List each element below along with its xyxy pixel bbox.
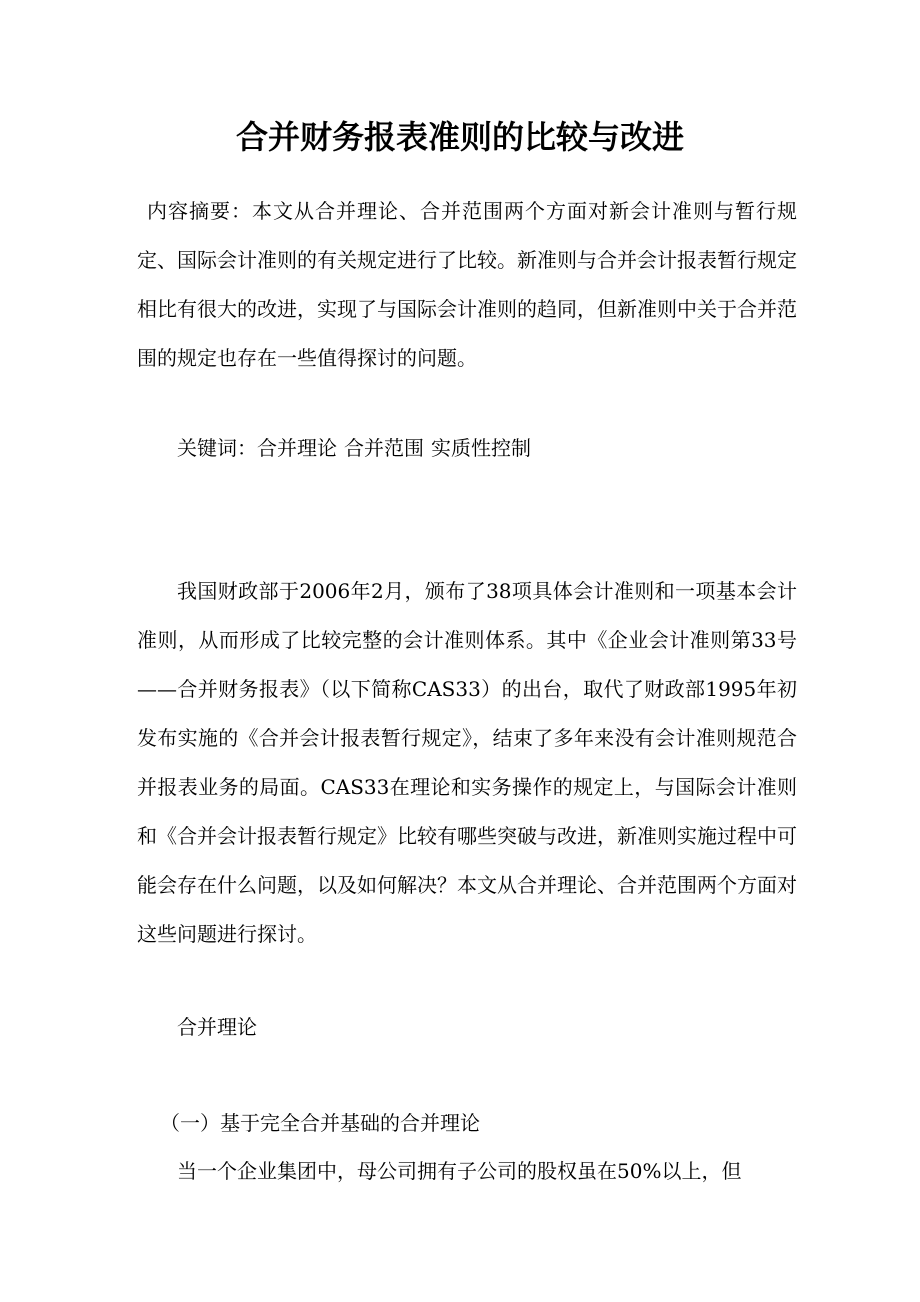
keyword-item: 合并范围 xyxy=(344,436,424,460)
abstract-paragraph: 内容摘要：本文从合并理论、合并范围两个方面对新会计准则与暂行规定、国际会计准则的有关规定进行了比较。新准则与合并会计报表暂行规定相比有很大的改进，实现了与国际会计准则的趋同，但新准则中关于合并范围的规定也存在一些值得探讨的问题。 xyxy=(137,199,797,370)
keywords-label: 关键词： xyxy=(177,436,257,460)
section-heading: 合并理论 xyxy=(177,1015,257,1039)
keyword-item: 合并理论 xyxy=(257,436,337,460)
keyword-item: 实质性控制 xyxy=(431,436,531,460)
document-title: 合并财务报表准则的比较与改进 xyxy=(235,118,684,156)
body-paragraph-2: 当一个企业集团中，母公司拥有子公司的股权虽在50%以上，但 xyxy=(177,1159,742,1183)
keywords-line xyxy=(137,424,797,473)
subsection-heading: （一）基于完全合并基础的合并理论 xyxy=(160,1111,480,1135)
body-paragraph-1: 我国财政部于2006年2月，颁布了38项具体会计准则和一项基本会计准则，从而形成了比较完整的会计准则体系。其中《企业会计准则第33号——合并财务报表》（以下简称CAS33）的出台，取代了财政部1995年初发布实施的《合并会计报表暂行规定》，结束了多年来没有会计准则规范合并报表业务的局面。CAS33在理论和实务操作的规定上，与国际会计准则和《合并会计报表暂行规定》比较有哪些突破与改进，新准则实施过程中可能会存在什么问题，以及如何解决？本文从合并理论、合并范围两个方面对这些问题进行探讨。 xyxy=(137,579,797,946)
